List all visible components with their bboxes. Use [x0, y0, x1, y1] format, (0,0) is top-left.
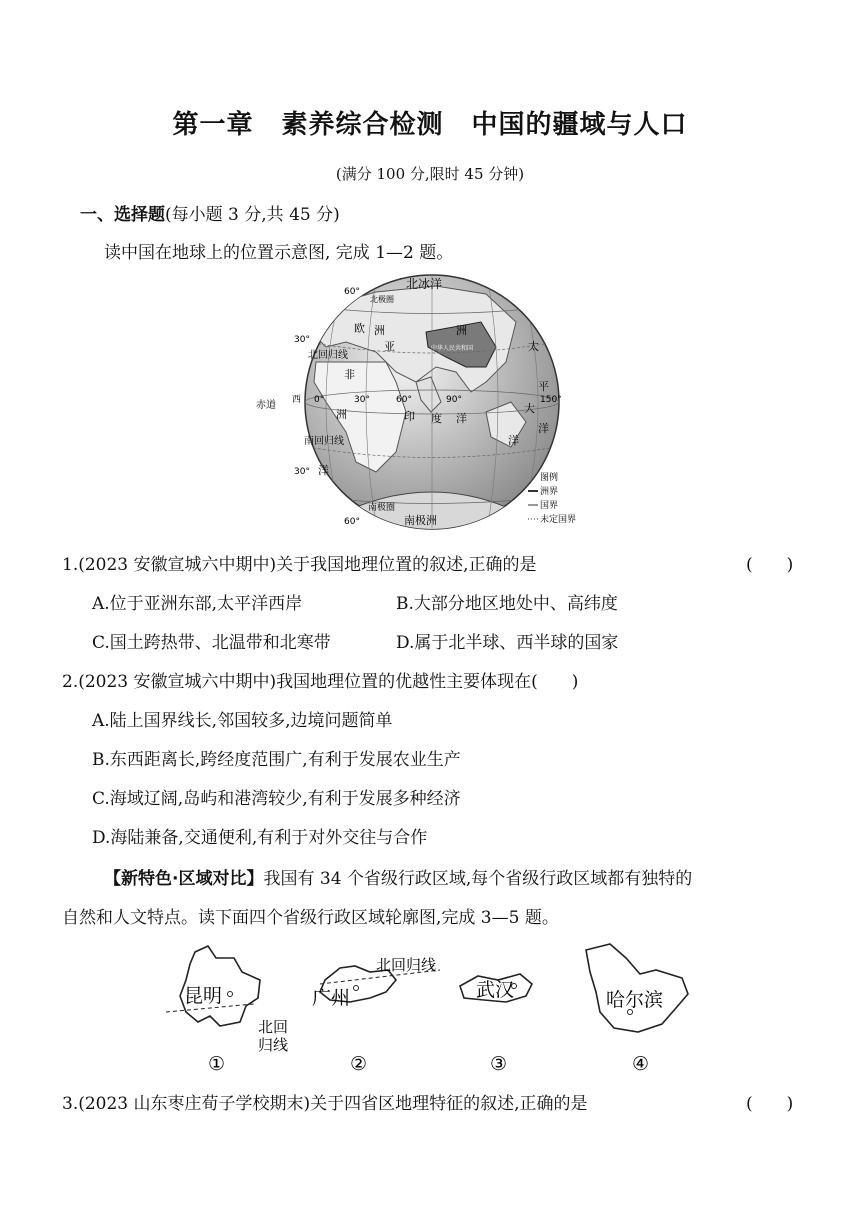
- q1-option-c: C.国土跨热带、北温带和北寒带: [92, 633, 331, 653]
- intro2-text: 我国有 34 个省级行政区域,每个省级行政区域都有独特的: [263, 869, 693, 889]
- title-chapter: 第一章: [172, 110, 254, 140]
- title-test: 素养综合检测: [281, 110, 444, 140]
- label-china: 中华人民共和国: [431, 345, 474, 352]
- q2-option-a: A.陆上国界线长,邻国较多,边境问题简单: [92, 711, 393, 731]
- province-2-line: 北回归线: [376, 956, 437, 974]
- lon-60: 60°: [396, 395, 412, 405]
- section-note: (每小题 3 分,共 45 分): [165, 205, 340, 225]
- province-heilongjiang: [586, 944, 688, 1032]
- lon-0: 0°: [314, 395, 325, 405]
- label-africa: 非: [344, 368, 355, 381]
- province-2-city: 广州: [312, 987, 351, 1009]
- legend-undetermined: 未定国界: [540, 515, 577, 525]
- label-europe: 欧: [354, 322, 365, 335]
- province-1-num: ①: [208, 1053, 226, 1075]
- lat-n60: 60°: [344, 287, 360, 297]
- title-topic: 中国的疆域与人口: [471, 110, 688, 140]
- section-heading: [80, 200, 340, 225]
- label-pacific1: 太: [528, 340, 539, 353]
- lat-n30: 30°: [294, 335, 310, 345]
- label-equator: 赤道: [256, 400, 276, 411]
- score-note: (满分 100 分,限时 45 分钟): [335, 165, 525, 183]
- lon-w: 西: [292, 395, 302, 405]
- q2-option-b: B.东西距离长,跨经度范围广,有利于发展农业生产: [92, 750, 461, 770]
- province-4-num: ④: [632, 1053, 650, 1075]
- province-outlines: [150, 940, 710, 1080]
- intro2-tag: 【新特色·区域对比】: [104, 869, 264, 889]
- province-4-city: 哈尔滨: [606, 989, 664, 1011]
- q2-option-c: C.海域辽阔,岛屿和港湾较少,有利于发展多种经济: [92, 789, 461, 809]
- label-asia2: 洲: [456, 324, 467, 337]
- lat-s30: 30°: [294, 467, 310, 477]
- page-title: [0, 104, 860, 141]
- legend-title: 图例: [540, 473, 559, 483]
- label-tropic-capricorn: 南回归线: [304, 436, 344, 447]
- q3-stem: 3.(2023 山东枣庄荀子学校期末)关于四省区地理特征的叙述,正确的是: [62, 1094, 588, 1114]
- q1-option-d: D.属于北半球、西半球的国家: [396, 633, 619, 653]
- label-indian1: 印: [404, 410, 415, 423]
- province-2-num: ②: [350, 1053, 368, 1075]
- label-arctic-circle: 北极圈: [370, 295, 394, 304]
- q1-answer-blank: ( ): [746, 555, 794, 575]
- label-asia: 亚: [384, 340, 395, 353]
- lon-150: 150°: [540, 395, 562, 405]
- label-antarctica: 南极洲: [404, 514, 437, 527]
- q1-stem: 1.(2023 安徽宣城六中期中)关于我国地理位置的叙述,正确的是: [62, 555, 537, 575]
- lat-s60: 60°: [344, 517, 360, 527]
- intro2-line1: [104, 864, 692, 889]
- q3-answer-blank: ( ): [746, 1094, 794, 1114]
- label-oceania2: 洋: [508, 434, 519, 447]
- q2-stem: 2.(2023 安徽宣城六中期中)我国地理位置的优越性主要体现在( ): [62, 672, 579, 692]
- province-3-num: ③: [490, 1053, 508, 1075]
- label-arctic: 北冰洋: [406, 277, 443, 291]
- legend-country: 国界: [540, 501, 559, 511]
- q2-option-d: D.海陆兼备,交通便利,有利于对外交往与合作: [92, 828, 428, 848]
- label-tropic-cancer: 北回归线: [308, 350, 348, 361]
- q1-option-b: B.大部分地区地处中、高纬度: [396, 594, 618, 614]
- globe-map: [256, 272, 606, 532]
- label-africa2: 洲: [336, 408, 347, 421]
- legend-continent: 洲界: [540, 487, 559, 497]
- label-pacific2: 平: [538, 380, 549, 393]
- province-1-city: 昆明: [184, 985, 223, 1007]
- label-oceania: 大: [524, 402, 535, 415]
- label-pacific3: 洋: [538, 422, 549, 435]
- province-3-city: 武汉: [476, 979, 515, 1001]
- label-europe2: 洲: [374, 324, 385, 337]
- label-indian3: 洋: [456, 412, 467, 425]
- label-indian2: 度: [431, 412, 442, 425]
- province-1-line1: 北回: [258, 1018, 289, 1036]
- q1-option-a: A.位于亚洲东部,太平洋西岸: [92, 594, 303, 614]
- province-1-line2: 归线: [258, 1036, 289, 1054]
- section-title: 一、选择题: [80, 205, 165, 225]
- intro-text: 读中国在地球上的位置示意图, 完成 1—2 题。: [104, 243, 454, 263]
- lon-30: 30°: [354, 395, 370, 405]
- label-atlantic: 洋: [318, 464, 329, 477]
- intro2-line2: 自然和人文特点。读下面四个省级行政区域轮廓图,完成 3—5 题。: [62, 908, 559, 928]
- lon-90: 90°: [446, 395, 462, 405]
- label-antarctic-circle: 南极圈: [368, 503, 396, 513]
